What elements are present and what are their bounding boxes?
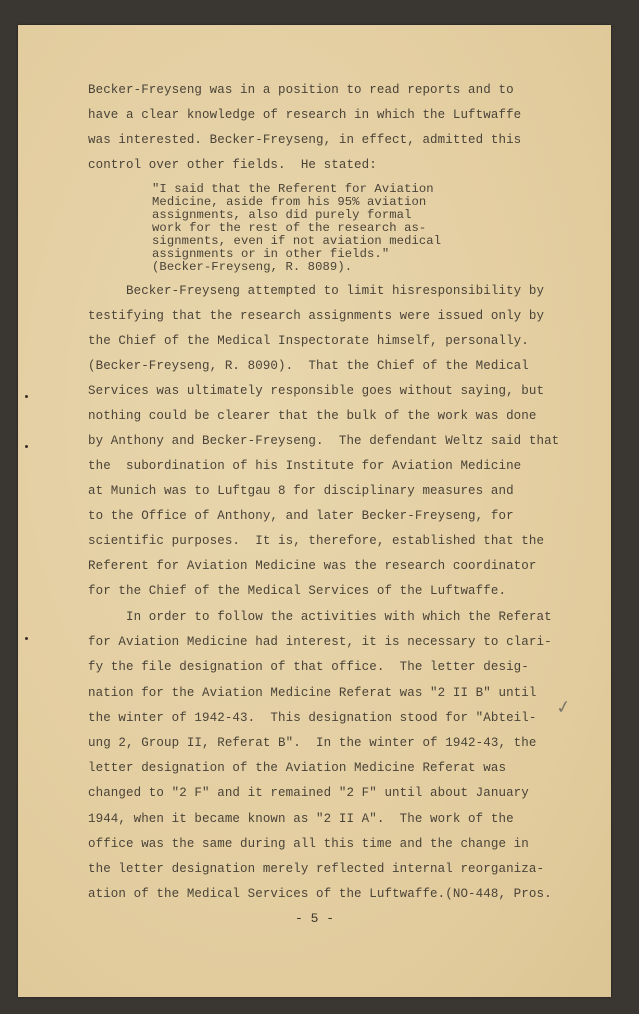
paragraph-2-line: Referent for Aviation Medicine was the research coordinator: [88, 559, 537, 573]
paragraph-2-line: the Chief of the Medical Inspectorate himself, personally.: [88, 334, 529, 348]
margin-dot: [25, 637, 28, 640]
quote-line: work for the rest of the research as-: [152, 221, 427, 235]
paragraph-2-line: at Munich was to Luftgau 8 for disciplinary measures and: [88, 484, 514, 498]
paragraph-2-line: for the Chief of the Medical Services of the Luftwaffe.: [88, 584, 507, 598]
paragraph-1-line: was interested. Becker-Freyseng, in effect, admitted this: [88, 133, 522, 147]
document-page: [18, 25, 611, 997]
quote-line: (Becker-Freyseng, R. 8089).: [152, 260, 353, 274]
paragraph-3-line: ung 2, Group II, Referat B". In the winter of 1942-43, the: [88, 736, 537, 750]
quote-line: assignments, also did purely formal: [152, 208, 412, 222]
paragraph-2-line: Services was ultimately responsible goes without saying, but: [88, 384, 545, 398]
paragraph-1-line: have a clear knowledge of research in which the Luftwaffe: [88, 108, 522, 122]
paragraph-3-line: fy the file designation of that office. The letter desig-: [88, 660, 529, 675]
paragraph-2-line: to the Office of Anthony, and later Becker-Freyseng, for: [88, 509, 514, 523]
paragraph-2-line: scientific purposes. It is, therefore, established that the: [88, 534, 545, 548]
paragraph-3-line: the letter designation merely reflected internal reorganiza-: [88, 862, 545, 876]
paragraph-2-line: nothing could be clearer that the bulk of the work was done: [88, 409, 537, 423]
paragraph-3-line: for Aviation Medicine had interest, it is necessary to clari-: [88, 635, 552, 650]
paragraph-3-line: office was the same during all this time and the change in: [88, 836, 529, 851]
checkmark-annotation: ✓: [554, 695, 573, 720]
paragraph-1-line: control over other fields. He stated:: [88, 158, 377, 172]
page-number: - 5 -: [294, 911, 334, 926]
paragraph-2-line: Becker-Freyseng attempted to limit hisresponsibility by: [88, 284, 545, 298]
paragraph-3-line: ation of the Medical Services of the Luftwaffe.(NO-448, Pros.: [88, 887, 552, 902]
quote-line: signments, even if not aviation medical: [152, 234, 442, 248]
paragraph-3-line: In order to follow the activities with which the Referat: [88, 610, 552, 624]
paragraph-3-line: letter designation of the Aviation Medicine Referat was: [88, 761, 507, 776]
paragraph-3-line: 1944, when it became known as "2 II A". The work of the: [88, 811, 514, 826]
paragraph-3-line: the winter of 1942-43. This designation stood for "Abteil-: [88, 710, 537, 725]
paragraph-3-line: changed to "2 F" and it remained "2 F" until about January: [88, 786, 529, 801]
paragraph-3-line: nation for the Aviation Medicine Referat was "2 II B" until: [88, 685, 537, 700]
quote-line: Medicine, aside from his 95% aviation: [152, 195, 427, 209]
quote-line: assignments or in other fields.": [152, 247, 390, 261]
paragraph-2-line: (Becker-Freyseng, R. 8090). That the Chief of the Medical: [88, 359, 529, 373]
paragraph-1-line: Becker-Freyseng was in a position to read reports and to: [88, 83, 514, 97]
margin-dot: [25, 445, 28, 448]
paragraph-2-line: the subordination of his Institute for Aviation Medicine: [88, 459, 522, 473]
quote-line: "I said that the Referent for Aviation: [152, 182, 434, 196]
paragraph-2-line: testifying that the research assignments were issued only by: [88, 309, 545, 323]
margin-dot: [25, 395, 28, 398]
paragraph-2-line: by Anthony and Becker-Freyseng. The defendant Weltz said that: [88, 434, 560, 448]
